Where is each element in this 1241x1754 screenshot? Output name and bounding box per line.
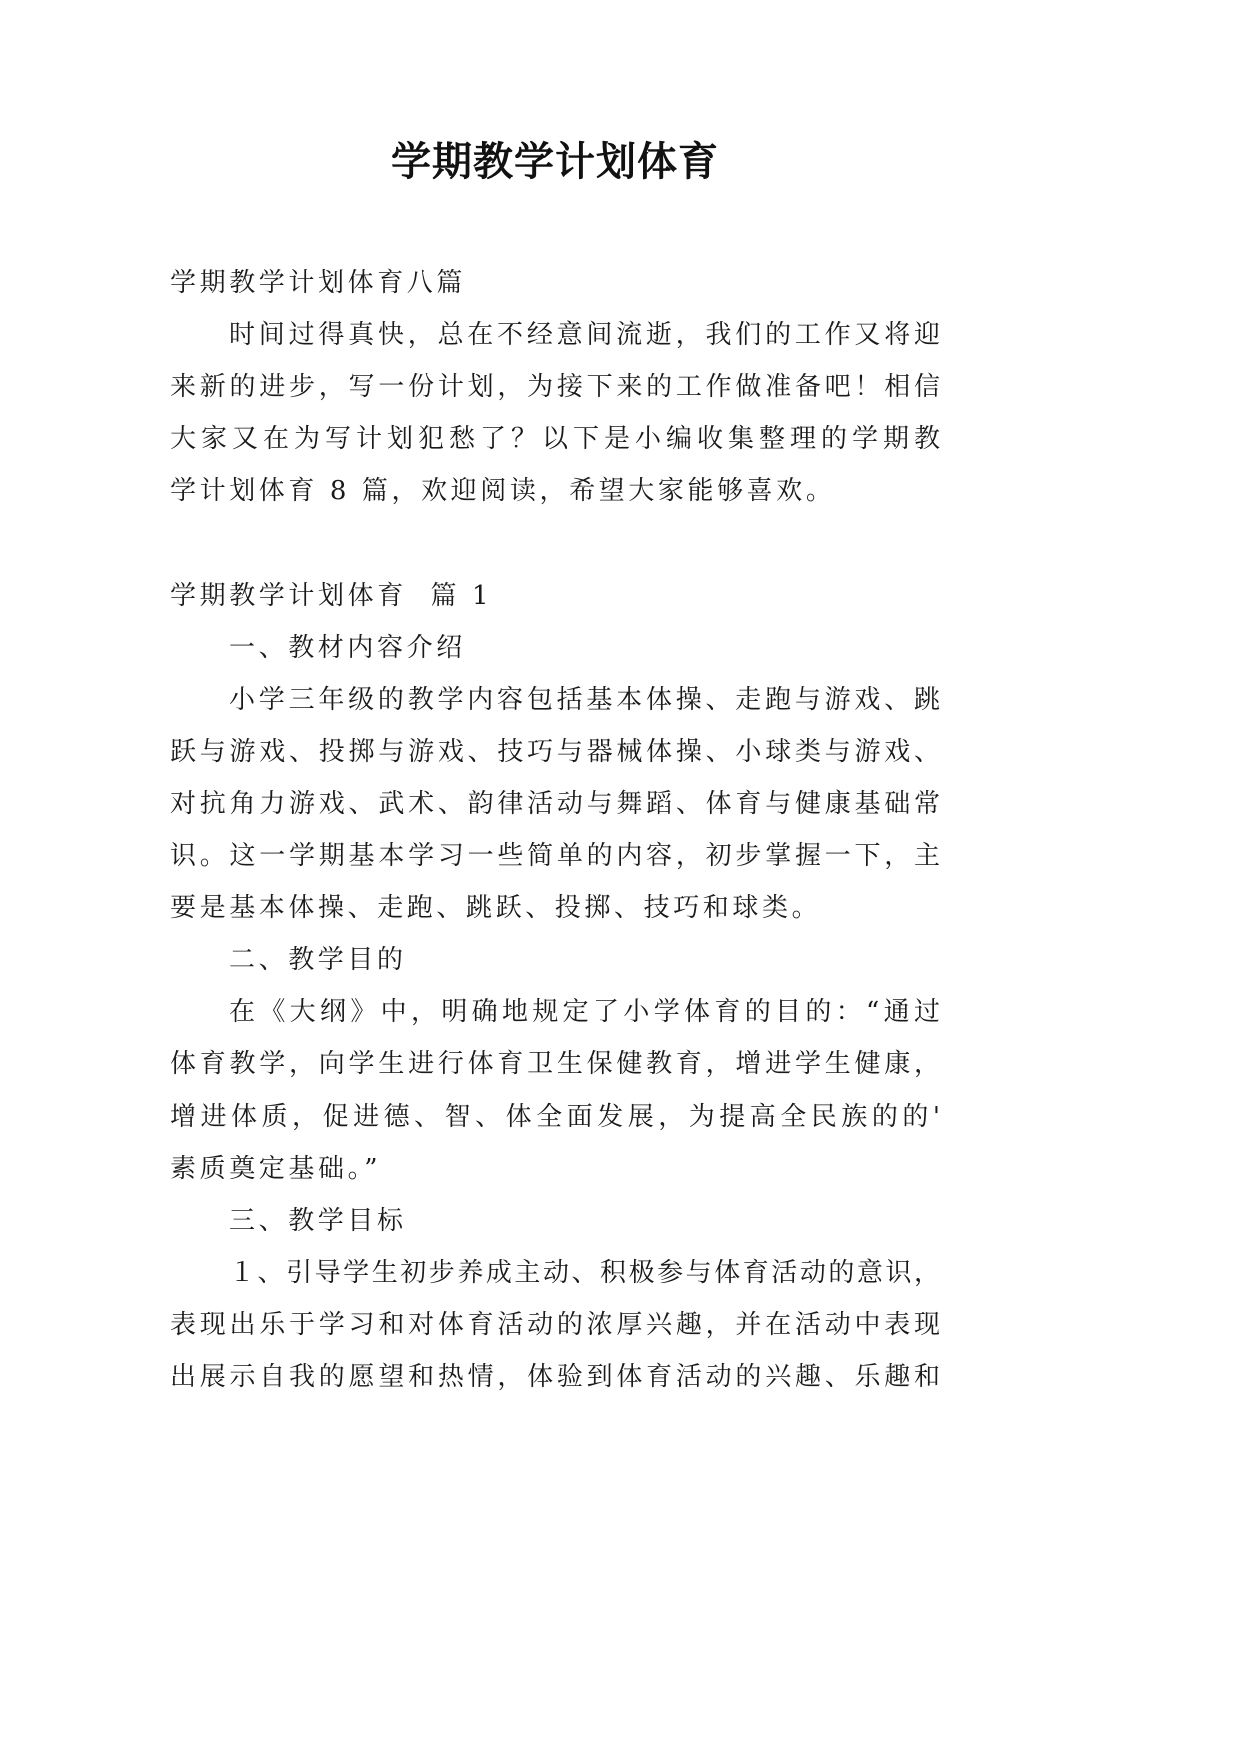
paragraph-line: 来新的进步，写一份计划，为接下来的工作做准备吧！相信 xyxy=(170,372,940,403)
section-heading: 三、教学目标 xyxy=(229,1205,407,1236)
section-heading: 一、教材内容介绍 xyxy=(229,632,466,663)
paragraph-line: 小学三年级的教学内容包括基本体操、走跑与游戏、跳 xyxy=(229,684,940,715)
paragraph-line: 大家又在为写计划犯愁了？以下是小编收集整理的学期教 xyxy=(170,424,940,455)
section-heading: 二、教学目的 xyxy=(229,945,407,976)
paragraph-line: 时间过得真快，总在不经意间流逝，我们的工作又将迎 xyxy=(229,320,940,351)
paragraph-line: 识。这一学期基本学习一些简单的内容，初步掌握一下，主 xyxy=(170,841,940,872)
paragraph-line: 要是基本体操、走跑、跳跃、投掷、技巧和球类。 xyxy=(170,893,822,924)
article-heading: 学期教学计划体育 篇 1 xyxy=(170,580,493,611)
document-body xyxy=(170,257,940,1403)
paragraph-line: 表现出乐于学习和对体育活动的浓厚兴趣，并在活动中表现 xyxy=(170,1309,940,1340)
paragraph-line: 增进体质，促进德、智、体全面发展，为提高全民族的的' xyxy=(170,1101,940,1132)
paragraph-line: 素质奠定基础。” xyxy=(170,1153,382,1184)
document-title: 学期教学计划体育 xyxy=(391,138,719,185)
paragraph-line: 出展示自我的愿望和热情，体验到体育活动的兴趣、乐趣和 xyxy=(170,1361,940,1392)
collection-heading: 学期教学计划体育八篇 xyxy=(170,268,467,298)
paragraph-line: 在《大纲》中，明确地规定了小学体育的目的：“通过 xyxy=(229,997,940,1028)
paragraph-line: 学计划体育 8 篇，欢迎阅读，希望大家能够喜欢。 xyxy=(170,476,836,507)
paragraph-line: 对抗角力游戏、武术、韵律活动与舞蹈、体育与健康基础常 xyxy=(170,788,940,819)
blank-line xyxy=(170,517,940,569)
paragraph-line: １、引导学生初步养成主动、积极参与体育活动的意识， xyxy=(229,1257,940,1288)
paragraph-line: 体育教学，向学生进行体育卫生保健教育，增进学生健康， xyxy=(170,1049,940,1080)
paragraph-line: 跃与游戏、投掷与游戏、技巧与器械体操、小球类与游戏、 xyxy=(170,736,940,767)
